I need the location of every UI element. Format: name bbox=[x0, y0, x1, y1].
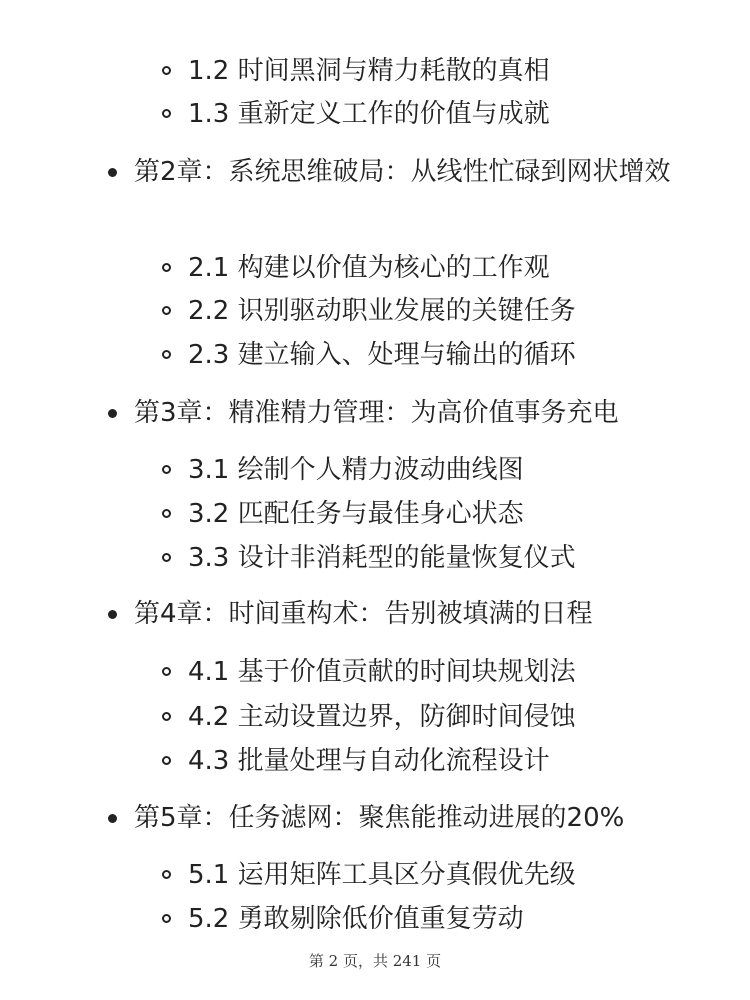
circle-bullet-icon bbox=[162, 509, 171, 518]
toc-section-3-3: 3.3 设计非消耗型的能量恢复仪式 bbox=[188, 543, 576, 573]
toc-section-2-3: 2.3 建立输入、处理与输出的循环 bbox=[188, 340, 576, 370]
toc-chapter-5: 第5章：任务滤网：聚焦能推动进展的20% bbox=[134, 803, 625, 833]
page-number-footer: 第 2 页，共 241 页 bbox=[308, 952, 442, 970]
circle-bullet-icon bbox=[162, 667, 171, 676]
toc-section-3-2: 3.2 匹配任务与最佳身心状态 bbox=[188, 499, 524, 529]
toc-chapter-4: 第4章：时间重构术：告别被填满的日程 bbox=[134, 599, 593, 629]
toc-chapter-2: 第2章：系统思维破局：从线性忙碌到网状增效 bbox=[134, 157, 671, 187]
toc-section-1-2: 1.2 时间黑洞与精力耗散的真相 bbox=[188, 56, 550, 86]
disc-bullet-icon bbox=[108, 409, 117, 418]
toc-section-5-1: 5.1 运用矩阵工具区分真假优先级 bbox=[188, 860, 576, 890]
circle-bullet-icon bbox=[162, 553, 171, 562]
toc-section-4-1: 4.1 基于价值贡献的时间块规划法 bbox=[188, 657, 576, 687]
toc-section-2-2: 2.2 识别驱动职业发展的关键任务 bbox=[188, 296, 576, 326]
toc-section-5-2: 5.2 勇敢剔除低价值重复劳动 bbox=[188, 904, 524, 934]
disc-bullet-icon bbox=[108, 814, 117, 823]
circle-bullet-icon bbox=[162, 870, 171, 879]
circle-bullet-icon bbox=[162, 263, 171, 272]
circle-bullet-icon bbox=[162, 465, 171, 474]
toc-section-4-3: 4.3 批量处理与自动化流程设计 bbox=[188, 746, 550, 776]
circle-bullet-icon bbox=[162, 350, 171, 359]
toc-section-3-1: 3.1 绘制个人精力波动曲线图 bbox=[188, 455, 524, 485]
circle-bullet-icon bbox=[162, 914, 171, 923]
circle-bullet-icon bbox=[162, 109, 171, 118]
toc-section-2-1: 2.1 构建以价值为核心的工作观 bbox=[188, 253, 550, 283]
circle-bullet-icon bbox=[162, 756, 171, 765]
circle-bullet-icon bbox=[162, 306, 171, 315]
toc-section-1-3: 1.3 重新定义工作的价值与成就 bbox=[188, 99, 550, 129]
circle-bullet-icon bbox=[162, 66, 171, 75]
disc-bullet-icon bbox=[108, 610, 117, 619]
toc-section-4-2: 4.2 主动设置边界，防御时间侵蚀 bbox=[188, 702, 576, 732]
disc-bullet-icon bbox=[108, 168, 117, 177]
circle-bullet-icon bbox=[162, 712, 171, 721]
toc-chapter-3: 第3章：精准精力管理：为高价值事务充电 bbox=[134, 398, 619, 428]
